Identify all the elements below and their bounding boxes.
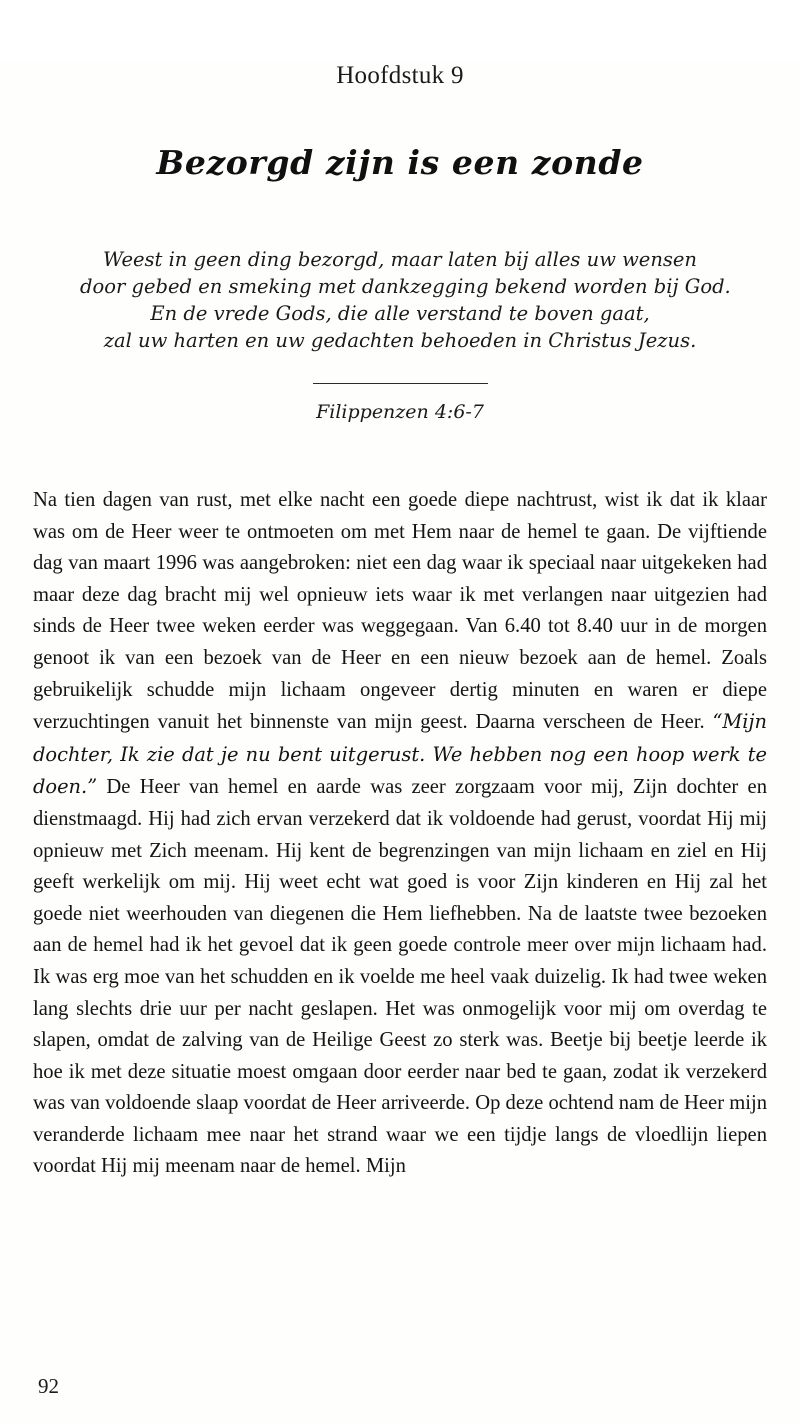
epigraph bbox=[80, 246, 731, 354]
divider bbox=[0, 371, 800, 389]
epigraph-line: En de vrede Gods, die alle verstand te boven gaat, bbox=[150, 302, 650, 325]
scripture-citation: Filippenzen 4:6-7 bbox=[316, 401, 484, 423]
page-title: Bezorgd zijn is een zonde bbox=[156, 143, 644, 182]
epigraph-line: zal uw harten en uw gedachten behoeden in Christus Jezus. bbox=[103, 329, 697, 352]
body-paragraph bbox=[33, 485, 767, 1183]
body-text-part-two: De Heer van hemel en aarde was zeer zorgzaam voor mij, Zijn dochter en dienstmaagd. Hij had zich ervan verzekerd dat ik voldoende had gerust, voordat Hij mij opnieuw met Zich meenam. Hij kent de begrenzingen van mijn lichaam en ziel en Hij geeft werkelijk om mij. Hij weet echt wat goed is voor Zijn kinderen en Hij zal het goede niet weerhouden van diegenen die Hem liefhebben. Na de laatste twee bezoeken aan de hemel had ik het gevoel dat ik geen goede controle meer over mijn lichaam had. Ik was erg moe van het schudden en ik voelde me heel vaak duizelig. Ik had twee weken lang slechts drie uur per nacht geslapen. Het was onmogelijk voor mij om overdag te slapen, omdat de zalving van de Heilige Geest zo sterk was. Beetje bij beetje leerde ik hoe ik met deze situatie moest omgaan door eerder naar bed te gaan, zodat ik verzekerd was van voldoende slaap voordat de Heer arriveerde. Op deze ochtend nam de Heer mijn veranderde lichaam mee naar het strand waar we een tijdje langs de vloedlijn liepen voordat Hij mij meenam naar de hemel. Mijn bbox=[33, 776, 767, 1178]
horizontal-rule bbox=[313, 383, 488, 384]
epigraph-line: Weest in geen ding bezorgd, maar laten bij alles uw wensen bbox=[103, 248, 697, 271]
epigraph-line: door gebed en smeking met dankzegging bekend worden bij God. bbox=[80, 275, 731, 298]
body-text-part-one: Na tien dagen van rust, met elke nacht een goede diepe nachtrust, wist ik dat ik klaar was om de Heer weer te ontmoeten om met Hem naar de hemel te gaan. De vijftiende dag van maart 1996 was aangebroken: niet een dag waar ik speciaal naar uitgekeken had maar deze dag bracht mij wel opnieuw iets waar ik met verlangen naar uitgezien had sinds de Heer twee weken eerder was weggegaan. Van 6.40 tot 8.40 uur in de morgen genoot ik van een bezoek van de Heer en een nieuw bezoek aan de hemel. Zoals gebruikelijk schudde mijn lichaam ongeveer dertig minuten en waren er diepe verzuchtingen vanuit het binnenste van mijn geest. Daarna verscheen de Heer. bbox=[33, 489, 767, 734]
body-quote: “Mijn dochter, Ik zie dat je nu bent uitgerust. We hebben nog een hoop werk te doen.” bbox=[33, 710, 767, 799]
book-page bbox=[0, 62, 800, 1425]
page-number: 92 bbox=[38, 1374, 59, 1398]
chapter-label: Hoofdstuk 9 bbox=[336, 62, 464, 89]
